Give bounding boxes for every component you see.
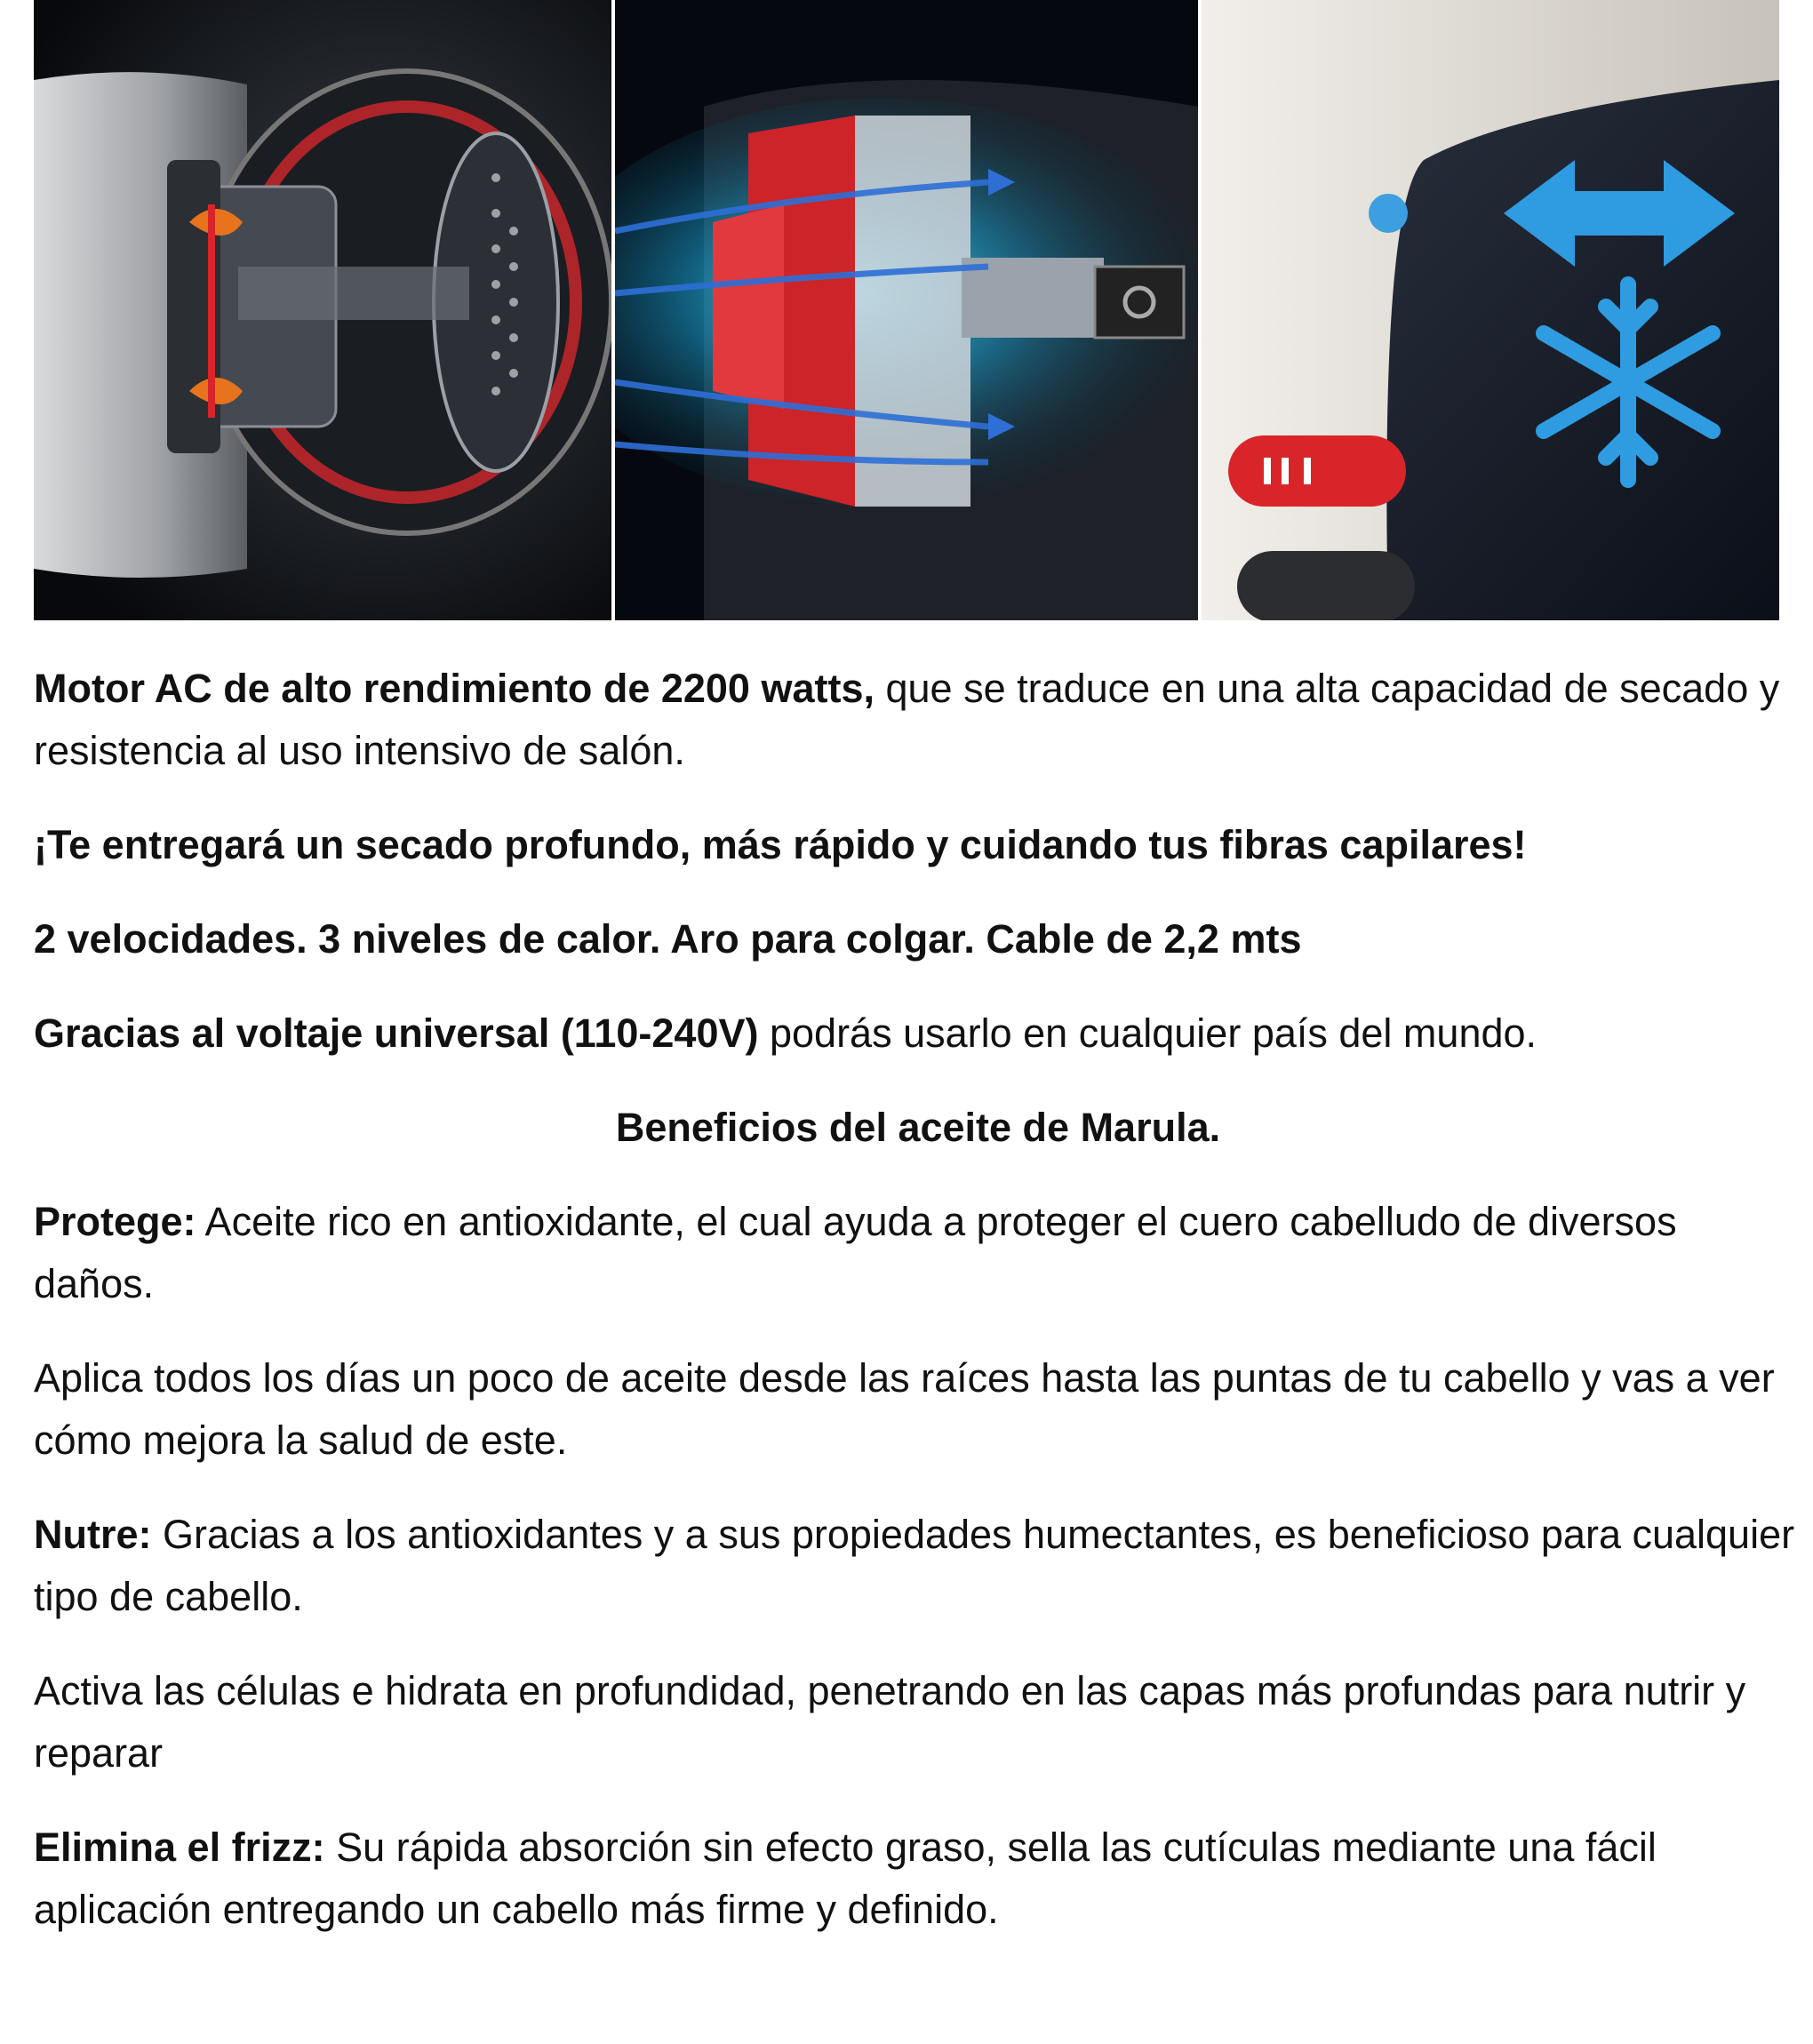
motor-text: que se traduce en una alta capacidad de secado y resistencia al uso intensivo de salón. [34, 666, 1780, 773]
drying-highlight [34, 814, 1802, 876]
features-line [34, 908, 1802, 970]
activa-text: Activa las células e hidrata en profundidad, penetrando en las capas más profundas para nutrir y reparar [34, 1668, 1746, 1776]
frizz-bold: Elimina el frizz: [34, 1824, 325, 1870]
aplica-text: Aplica todos los días un poco de aceite desde las raíces hasta las puntas de tu cabello y vas a ver cómo mejora la salud de este. [34, 1355, 1775, 1463]
aplica-paragraph [34, 1347, 1802, 1472]
product-description [34, 658, 1802, 1973]
frizz-paragraph [34, 1816, 1802, 1941]
marula-heading [34, 1097, 1802, 1159]
activa-paragraph [34, 1660, 1802, 1785]
product-image-banner [34, 0, 1783, 620]
protege-paragraph [34, 1191, 1802, 1315]
nutre-paragraph [34, 1504, 1802, 1628]
voltage-text: podrás usarlo en cualquier país del mundo. [758, 1010, 1537, 1056]
cold-shot-controls-image [1202, 0, 1779, 620]
marula-heading-text: Beneficios del aceite de Marula. [615, 1105, 1221, 1150]
nutre-text: Gracias a los antioxidantes y a sus propiedades humectantes, es beneficioso para cualquier tipo de cabello. [34, 1512, 1795, 1619]
motor-cutaway-image [34, 0, 611, 620]
voltage-bold: Gracias al voltaje universal (110-240V) [34, 1010, 759, 1056]
protege-text: Aceite rico en antioxidante, el cual ayuda a proteger el cuero cabelludo de diversos daños. [34, 1199, 1677, 1306]
frizz-text: Su rápida absorción sin efecto graso, sella las cutículas mediante una fácil aplicación entregando un cabello más firme y definido. [34, 1824, 1657, 1932]
drying-highlight-text: ¡Te entregará un secado profundo, más rápido y cuidando tus fibras capilares! [34, 822, 1527, 867]
motor-paragraph [34, 658, 1802, 782]
nutre-bold: Nutre: [34, 1512, 152, 1557]
voltage-paragraph [34, 1002, 1802, 1065]
motor-bold: Motor AC de alto rendimiento de 2200 watts, [34, 666, 875, 711]
airflow-diagram-image [615, 0, 1198, 620]
protege-bold: Protege: [34, 1199, 196, 1244]
features-text: 2 velocidades. 3 niveles de calor. Aro para colgar. Cable de 2,2 mts [34, 916, 1302, 962]
